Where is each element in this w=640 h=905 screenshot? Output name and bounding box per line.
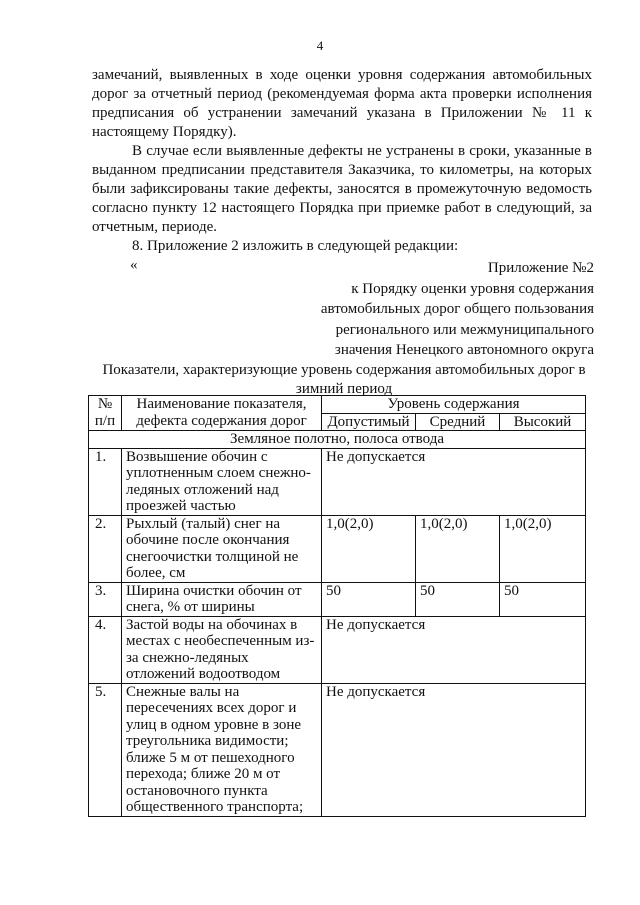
table-row <box>89 448 586 515</box>
appendix-line: регионального или межмуниципального <box>335 321 594 338</box>
table-row <box>89 616 586 683</box>
row-number: 4. <box>89 616 122 683</box>
appendix-line: к Порядку оценки уровня содержания <box>351 280 594 297</box>
header-level-high: Высокий <box>500 413 586 431</box>
row-value-medium: 1,0(2,0) <box>416 515 500 582</box>
body-text <box>92 66 592 275</box>
row-name: Застой воды на обочинах в местах с необеспеченным из-за снежно-ледяных отложений водоотводом <box>122 616 322 683</box>
row-number: 3. <box>89 582 122 616</box>
appendix-heading <box>321 258 594 361</box>
row-value-acceptable: 1,0(2,0) <box>322 515 416 582</box>
row-value: Не допускается <box>322 616 586 683</box>
appendix-line: автомобильных дорог общего пользования <box>320 301 594 317</box>
row-name: Рыхлый (талый) снег на обочине после окончания снегоочистки толщиной не более, см <box>122 515 322 582</box>
table-header-row <box>89 396 586 414</box>
appendix-line: значения Ненецкого автономного округа <box>334 342 594 358</box>
header-level: Уровень содержания <box>322 396 586 414</box>
row-value-acceptable: 50 <box>322 582 416 616</box>
header-number: № п/п <box>89 396 122 431</box>
table-section-row <box>89 431 586 449</box>
table-row <box>89 683 586 816</box>
table-row <box>89 515 586 582</box>
row-name: Ширина очистки обочин от снега, % от ширины <box>122 582 322 616</box>
row-value-high: 50 <box>500 582 586 616</box>
row-name: Снежные валы на пересечениях всех дорог и улиц в одном уровне в зоне треугольника видимости; ближе 5 м от пешеходного перехода; ближе 20 м от остановочного пункта общественного транспорта; <box>122 683 322 816</box>
table-row <box>89 582 586 616</box>
paragraph-item-8: 8. Приложение 2 изложить в следующей редакции: <box>132 238 459 254</box>
row-name: Возвышение обочин с уплотненным слоем снежно-ледяных отложений над проезжей частью <box>122 448 322 515</box>
header-level-acceptable: Допустимый <box>322 413 416 431</box>
row-number: 1. <box>89 448 122 515</box>
row-value-high: 1,0(2,0) <box>500 515 586 582</box>
header-name: Наименование показателя, дефекта содержания дорог <box>122 396 322 431</box>
section-title: Земляное полотно, полоса отвода <box>89 431 586 449</box>
table-title: Показатели, характеризующие уровень содержания автомобильных дорог в зимний период <box>102 362 586 397</box>
row-value: Не допускается <box>322 683 586 816</box>
header-level-medium: Средний <box>416 413 500 431</box>
row-value-medium: 50 <box>416 582 500 616</box>
opening-quote: « <box>130 257 138 273</box>
row-number: 5. <box>89 683 122 816</box>
paragraph-continuation: замечаний, выявленных в ходе оценки уровня содержания автомобильных дорог за отчетный период (рекомендуемая форма акта проверки исполнения предписания об устранении замечаний указана в Приложении № 11 к настоящему Порядку). <box>92 67 592 140</box>
indicators-table <box>88 395 586 817</box>
row-number: 2. <box>89 515 122 582</box>
row-value: Не допускается <box>322 448 586 515</box>
page-number: 4 <box>316 38 324 53</box>
paragraph-defects: В случае если выявленные дефекты не устранены в сроки, указанные в выданном предписании представителя Заказчика, то километры, на которых были зафиксированы такие дефекты, заносятся в промежуточную ведомость согласно пункту 12 настоящего Порядка при приемке работ в следующий, за отчетным, периоде. <box>92 143 592 235</box>
appendix-title: Приложение №2 <box>487 260 594 276</box>
